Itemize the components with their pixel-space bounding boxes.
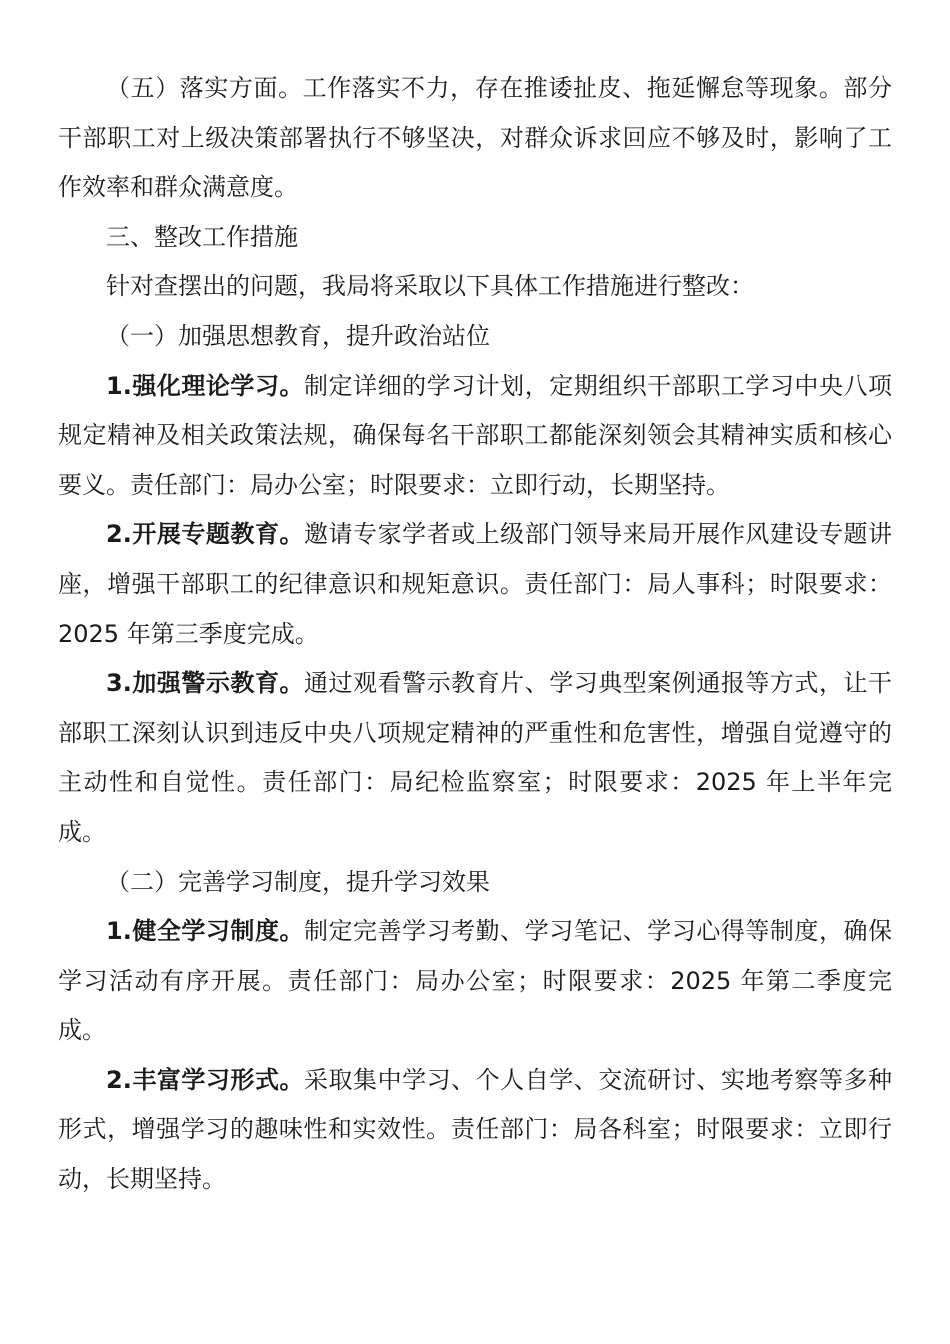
paragraph-intro-measures [58,262,892,312]
paragraph-text: 针对查摆出的问题，我局将采取以下具体工作措施进行整改： [106,272,754,301]
item-theory-study [58,362,892,511]
item-lead: 2.丰富学习形式。 [106,1065,304,1094]
item-lead: 1.健全学习制度。 [106,917,304,946]
item-text: 邀请专家学者或上级部门领导来局开展作风建设专题讲座，增强干部职工的纪律意识和规矩意识。责任部门：局人事科；时限要求：2025 年第三季度完成。 [58,520,892,648]
item-lead: 3.加强警示教育。 [106,669,304,698]
subheading-study-system [58,858,892,908]
item-lead: 2.开展专题教育。 [106,520,304,549]
section-heading-rectification-measures [58,213,892,263]
subheading-text: （二）完善学习制度，提升学习效果 [106,867,490,896]
paragraph-implementation-issue [58,64,892,213]
item-warning-education [58,659,892,857]
document-body [58,64,892,1205]
item-special-education [58,510,892,659]
item-study-forms [58,1056,892,1205]
item-text: 采取集中学习、个人自学、交流研讨、实地考察等多种形式，增强学习的趣味性和实效性。责任部门：局各科室；时限要求：立即行动，长期坚持。 [58,1065,892,1194]
item-study-system [58,907,892,1056]
item-lead: 1.强化理论学习。 [106,371,304,400]
item-text: 制定完善学习考勤、学习笔记、学习心得等制度，确保学习活动有序开展。责任部门：局办公室；时限要求：2025 年第二季度完成。 [58,917,892,1045]
subheading-text: （一）加强思想教育，提升政治站位 [106,321,490,350]
heading-text: 三、整改工作措施 [106,222,298,251]
subheading-ideological-education [58,312,892,362]
item-text: 制定详细的学习计划，定期组织干部职工学习中央八项规定精神及相关政策法规，确保每名干部职工都能深刻领会其精神实质和核心要义。责任部门：局办公室；时限要求：立即行动，长期坚持。 [58,371,892,499]
paragraph-text: （五）落实方面。工作落实不力，存在推诿扯皮、拖延懈怠等现象。部分干部职工对上级决策部署执行不够坚决，对群众诉求回应不够及时，影响了工作效率和群众满意度。 [58,74,892,202]
item-text: 通过观看警示教育片、学习典型案例通报等方式，让干部职工深刻认识到违反中央八项规定精神的严重性和危害性，增强自觉遵守的主动性和自觉性。责任部门：局纪检监察室；时限要求：2025 年上半年完成。 [58,669,892,846]
